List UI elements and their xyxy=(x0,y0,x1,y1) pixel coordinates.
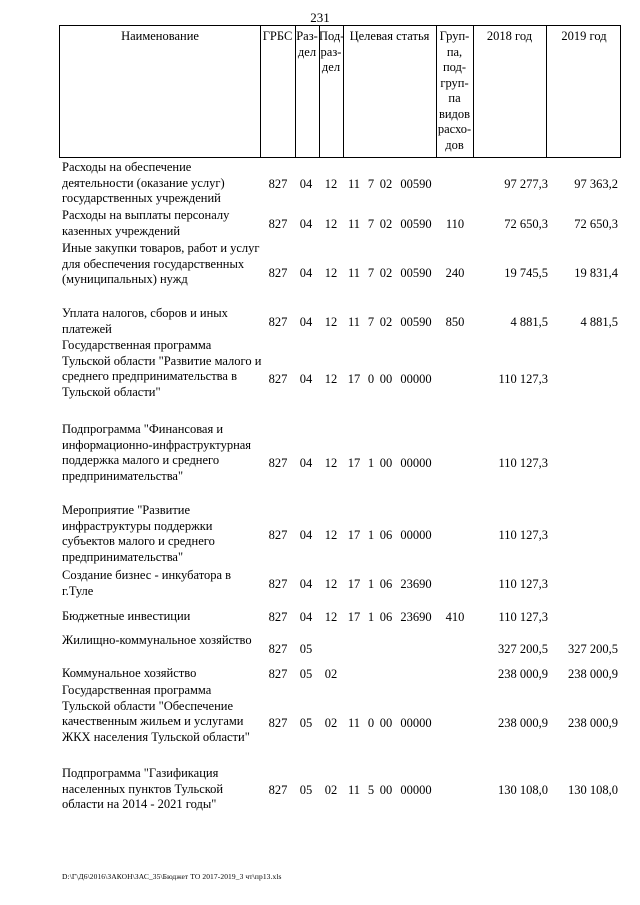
cell-t3: 02 xyxy=(379,266,393,280)
cell-y2018: 4 881,5 xyxy=(510,315,548,329)
cell-t1: 17 xyxy=(347,577,361,591)
cell-t4: 23690 xyxy=(400,577,432,591)
cell-y2019: 4 881,5 xyxy=(580,315,618,329)
cell-vid: 850 xyxy=(445,315,465,329)
column-divider xyxy=(260,26,261,157)
cell-t4: 00590 xyxy=(400,266,432,280)
cell-y2019: 72 650,3 xyxy=(574,217,618,231)
cell-t1: 17 xyxy=(347,456,361,470)
cell-t3: 00 xyxy=(379,783,393,797)
cell-razdel: 04 xyxy=(299,610,313,624)
cell-razdel: 04 xyxy=(299,177,313,191)
cell-t1: 11 xyxy=(347,716,361,730)
cell-t3: 02 xyxy=(379,217,393,231)
cell-t1: 17 xyxy=(347,610,361,624)
cell-t2: 7 xyxy=(367,266,375,280)
cell-grbs: 827 xyxy=(268,372,288,386)
cell-grbs: 827 xyxy=(268,528,288,542)
column-divider xyxy=(473,26,474,157)
cell-t2: 7 xyxy=(367,177,375,191)
cell-t4: 00000 xyxy=(400,456,432,470)
header-vid: Груп- па, под- груп- па видов расхо- дов xyxy=(437,29,472,152)
cell-y2018: 110 127,3 xyxy=(498,528,548,542)
cell-y2018: 327 200,5 xyxy=(498,642,548,656)
cell-t3: 02 xyxy=(379,177,393,191)
cell-grbs: 827 xyxy=(268,315,288,329)
cell-t2: 0 xyxy=(367,372,375,386)
header-2019: 2019 год xyxy=(561,29,607,43)
header-podrazdel: Под- раз- дел xyxy=(319,29,345,74)
footer-file-path: D:\Г\Д6\2016\ЗАКОН\ЗАС_35\Бюджет ТО 2017-2019_3 чт\пр13.xls xyxy=(62,872,282,881)
cell-t2: 1 xyxy=(367,456,375,470)
cell-grbs: 827 xyxy=(268,667,288,681)
cell-t4: 23690 xyxy=(400,610,432,624)
cell-podrazdel: 12 xyxy=(324,528,338,542)
cell-y2018: 97 277,3 xyxy=(504,177,548,191)
cell-t2: 0 xyxy=(367,716,375,730)
cell-t2: 1 xyxy=(367,610,375,624)
cell-t3: 00 xyxy=(379,372,393,386)
cell-t3: 06 xyxy=(379,577,393,591)
cell-y2019: 238 000,9 xyxy=(568,667,618,681)
cell-podrazdel: 12 xyxy=(324,266,338,280)
header-2018: 2018 год xyxy=(486,29,533,43)
row-name: Создание бизнес - инкубатора в г.Туле xyxy=(62,568,232,598)
header-grbs: ГРБС xyxy=(262,29,293,43)
cell-y2019: 130 108,0 xyxy=(568,783,618,797)
cell-grbs: 827 xyxy=(268,716,288,730)
cell-y2018: 110 127,3 xyxy=(498,456,548,470)
cell-y2019: 238 000,9 xyxy=(568,716,618,730)
cell-y2019: 19 831,4 xyxy=(574,266,618,280)
cell-t1: 11 xyxy=(347,217,361,231)
row-name: Государственная программа Тульской области "Обеспечение качественным жильем и услугами ЖКХ населения Тульской области" xyxy=(62,683,250,744)
cell-t2: 7 xyxy=(367,315,375,329)
cell-razdel: 04 xyxy=(299,266,313,280)
header-name: Наименование xyxy=(121,29,199,43)
column-divider xyxy=(343,26,344,157)
cell-podrazdel: 12 xyxy=(324,577,338,591)
cell-razdel: 04 xyxy=(299,577,313,591)
cell-t1: 11 xyxy=(347,266,361,280)
header-target: Целевая статья xyxy=(349,29,430,43)
cell-t2: 5 xyxy=(367,783,375,797)
cell-vid: 410 xyxy=(445,610,465,624)
cell-razdel: 05 xyxy=(299,716,313,730)
page-number: 231 xyxy=(310,10,330,25)
cell-t4: 00000 xyxy=(400,528,432,542)
cell-t4: 00000 xyxy=(400,783,432,797)
row-name: Подпрограмма "Финансовая и информационно-инфраструктурная поддержка малого и среднего предпринимательства" xyxy=(62,422,252,483)
cell-grbs: 827 xyxy=(268,610,288,624)
cell-y2019: 97 363,2 xyxy=(574,177,618,191)
cell-razdel: 05 xyxy=(299,667,313,681)
cell-grbs: 827 xyxy=(268,266,288,280)
header-razdel: Раз- дел xyxy=(296,29,318,59)
row-name: Расходы на обеспечение деятельности (оказание услуг) государственных учреждений xyxy=(62,160,225,205)
cell-podrazdel: 02 xyxy=(324,667,338,681)
cell-podrazdel: 12 xyxy=(324,610,338,624)
cell-t2: 7 xyxy=(367,217,375,231)
cell-grbs: 827 xyxy=(268,217,288,231)
cell-grbs: 827 xyxy=(268,577,288,591)
cell-vid: 240 xyxy=(445,266,465,280)
cell-y2018: 238 000,9 xyxy=(498,716,548,730)
cell-razdel: 04 xyxy=(299,315,313,329)
cell-t3: 06 xyxy=(379,528,393,542)
cell-t1: 17 xyxy=(347,372,361,386)
cell-t1: 11 xyxy=(347,315,361,329)
row-name: Государственная программа Тульской области "Развитие малого и среднего предпринимательства в Тульской области" xyxy=(62,338,262,399)
cell-t3: 02 xyxy=(379,315,393,329)
cell-t1: 11 xyxy=(347,177,361,191)
cell-y2018: 72 650,3 xyxy=(504,217,548,231)
row-name: Расходы на выплаты персоналу казенных учреждений xyxy=(62,208,230,238)
cell-vid: 110 xyxy=(445,217,465,231)
cell-razdel: 04 xyxy=(299,456,313,470)
cell-t4: 00590 xyxy=(400,177,432,191)
row-name: Мероприятие "Развитие инфраструктуры поддержки субъектов малого и среднего предпринимательства" xyxy=(62,503,215,564)
cell-t4: 00590 xyxy=(400,315,432,329)
table-header xyxy=(59,25,621,158)
cell-podrazdel: 12 xyxy=(324,177,338,191)
cell-t1: 17 xyxy=(347,528,361,542)
row-name: Подпрограмма "Газификация населенных пунктов Тульской области на 2014 - 2021 годы" xyxy=(62,766,224,811)
row-name: Жилищно-коммунальное хозяйство xyxy=(62,633,252,647)
cell-y2018: 238 000,9 xyxy=(498,667,548,681)
cell-razdel: 05 xyxy=(299,783,313,797)
row-name: Коммунальное хозяйство xyxy=(62,666,197,680)
cell-grbs: 827 xyxy=(268,642,288,656)
cell-podrazdel: 02 xyxy=(324,783,338,797)
cell-y2018: 110 127,3 xyxy=(498,610,548,624)
cell-podrazdel: 02 xyxy=(324,716,338,730)
cell-t4: 00000 xyxy=(400,372,432,386)
cell-t4: 00590 xyxy=(400,217,432,231)
cell-podrazdel: 12 xyxy=(324,315,338,329)
cell-razdel: 04 xyxy=(299,528,313,542)
column-divider xyxy=(546,26,547,157)
cell-razdel: 04 xyxy=(299,217,313,231)
cell-razdel: 04 xyxy=(299,372,313,386)
cell-razdel: 05 xyxy=(299,642,313,656)
cell-y2018: 110 127,3 xyxy=(498,577,548,591)
cell-t2: 1 xyxy=(367,577,375,591)
row-name: Иные закупки товаров, работ и услуг для обеспечения государственных (муниципальных) нужд xyxy=(62,241,260,286)
cell-y2018: 19 745,5 xyxy=(504,266,548,280)
row-name: Уплата налогов, сборов и иных платежей xyxy=(62,306,228,336)
cell-t3: 06 xyxy=(379,610,393,624)
cell-y2019: 327 200,5 xyxy=(568,642,618,656)
cell-t1: 11 xyxy=(347,783,361,797)
cell-podrazdel: 12 xyxy=(324,372,338,386)
cell-t4: 00000 xyxy=(400,716,432,730)
cell-grbs: 827 xyxy=(268,177,288,191)
cell-grbs: 827 xyxy=(268,456,288,470)
cell-y2018: 110 127,3 xyxy=(498,372,548,386)
cell-podrazdel: 12 xyxy=(324,217,338,231)
cell-grbs: 827 xyxy=(268,783,288,797)
cell-t3: 00 xyxy=(379,456,393,470)
cell-t2: 1 xyxy=(367,528,375,542)
cell-y2018: 130 108,0 xyxy=(498,783,548,797)
cell-t3: 00 xyxy=(379,716,393,730)
cell-podrazdel: 12 xyxy=(324,456,338,470)
row-name: Бюджетные инвестиции xyxy=(62,609,191,623)
